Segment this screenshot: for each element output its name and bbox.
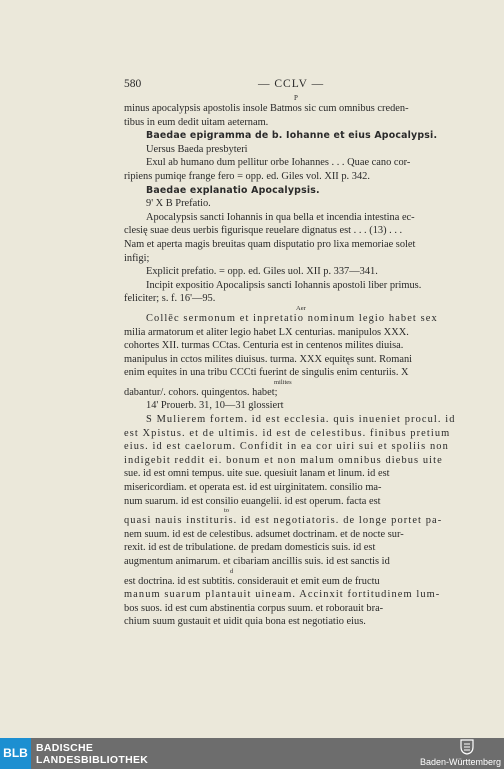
- region-label: Baden-Württemberg: [419, 757, 501, 767]
- text-body: [124, 95, 469, 629]
- page-number: 580: [124, 78, 142, 90]
- text-line: Incipit expositio Apocalipsis sancti Iohannis apostoli liber primus.: [146, 279, 422, 291]
- text-line: chium suum gustauit et uidit quia bona est negotiatio eius.: [124, 616, 366, 628]
- text-line: bos suos. id est cum abstinentia corpus suum. et roborauit bra-: [124, 602, 384, 614]
- text-line: tibus in eum dedit uitam aeternam.: [124, 116, 269, 128]
- text-line: num suarum. id est consilio euangelii. id est operum. facta est: [124, 495, 381, 507]
- text-line: sue. id est omni tempus. uite sue. quesiuit lanam et linum. id est: [124, 468, 390, 480]
- interlinear-gloss: Aer: [296, 304, 306, 312]
- text-line: manum suarum plantauit uineam. Accinxit fortitudinem lum-: [124, 589, 441, 601]
- interlinear-gloss: to: [224, 507, 230, 515]
- text-line: est Xpistus. et de ultimis. id est de celestibus. finibus pretium: [124, 427, 451, 439]
- text-line: feliciter; s. f. 16'—95.: [124, 293, 216, 305]
- text-line: enim equites in una tribu CCCti fuerint de singulis enim centuriis. X: [124, 367, 409, 379]
- text-line: indigebit reddit ei. bonum et non malum omnibus diebus uite: [124, 454, 443, 466]
- text-line: quasi nauis instituris. id est negotiatoris. de longe portet pa-: [124, 515, 443, 527]
- interlinear-gloss: P: [294, 94, 298, 102]
- interlinear-gloss: d: [230, 567, 234, 575]
- text-line: Nam et aperta magis breuitas quam disputatio pro lixa memoriae solet: [124, 238, 416, 250]
- text-line: S Mulierem fortem. id est ecclesia. quis inueniet procul. id: [146, 414, 456, 426]
- text-line: manipulus in cctos milites diuisus. turma. XXX equitęs sunt. Romani: [124, 353, 413, 365]
- text-line: est doctrina. id est subtitis. considerauit et emit eum de fructu: [124, 575, 380, 587]
- text-line: misericordiam. et operata est. id est uirginitatem. consilio ma-: [124, 482, 382, 494]
- running-title: — CCLV —: [258, 78, 325, 90]
- text-line: 14' Prouerb. 31, 10—31 glossiert: [146, 400, 284, 412]
- text-line: Collēc sermonum et inpretatio nominum legio habet sex: [146, 312, 438, 324]
- text-line: eius. id est caelorum. Confidit in ea cor uiri sui et spoliis non: [124, 441, 449, 453]
- text-line: augmentum animarum. et cibariam ancillis suis. id est sanctis id: [124, 556, 390, 567]
- library-footer: [0, 738, 504, 769]
- blb-logo[interactable]: BLB: [0, 738, 31, 769]
- text-line: Explicit prefatio. = opp. ed. Giles uol. XII p. 337—341.: [146, 266, 378, 278]
- text-line: ripiens pumiqe frange fero = opp. ed. Giles vol. XII p. 342.: [124, 170, 370, 182]
- library-name-line: BADISCHE: [36, 742, 94, 754]
- text-line: clesię suae deus uerbis figurisque reuelare dignatus est . . . (13) . . .: [124, 225, 403, 237]
- section-heading: Baedae explanatio Apocalypsis.: [146, 184, 320, 196]
- text-line: Uersus Baeda presbyteri: [146, 143, 248, 155]
- library-name-line: LANDESBIBLIOTHEK: [36, 754, 149, 766]
- text-line: 9' X B Prefatio.: [146, 198, 211, 210]
- library-name: [36, 742, 148, 766]
- text-line: Apocalypsis sancti Iohannis in qua bella et incendia intestina ec-: [146, 211, 415, 223]
- text-line: milia armatorum et aliter legio habet LX centurias. manipulos XXX.: [124, 326, 409, 338]
- section-heading: Baedae epigramma de b. Iohanne et eius Apocalypsi.: [146, 130, 438, 142]
- text-line: rexit. id est de tribulatione. de predam domesticis suis. id est: [124, 542, 376, 554]
- page-header: [124, 78, 464, 92]
- interlinear-gloss: milites: [274, 378, 292, 386]
- text-line: dabantur/. cohors. quingentos. habet;: [124, 386, 278, 398]
- text-line: infigi;: [124, 252, 150, 264]
- text-line: Exul ab humano dum pellitur orbe Iohannes . . . Quae cano cor-: [146, 157, 411, 169]
- text-line: minus apocalypsis apostolis insole Batmos sic cum omnibus creden-: [124, 103, 409, 114]
- text-line: nem suum. id est de celestibus. adsumet doctrinam. et de nocte sur-: [124, 528, 404, 540]
- coat-of-arms-icon: [460, 739, 474, 755]
- text-line: cohortes XII. turmas CCtas. Centuria est in centenos milites diuisa.: [124, 340, 404, 352]
